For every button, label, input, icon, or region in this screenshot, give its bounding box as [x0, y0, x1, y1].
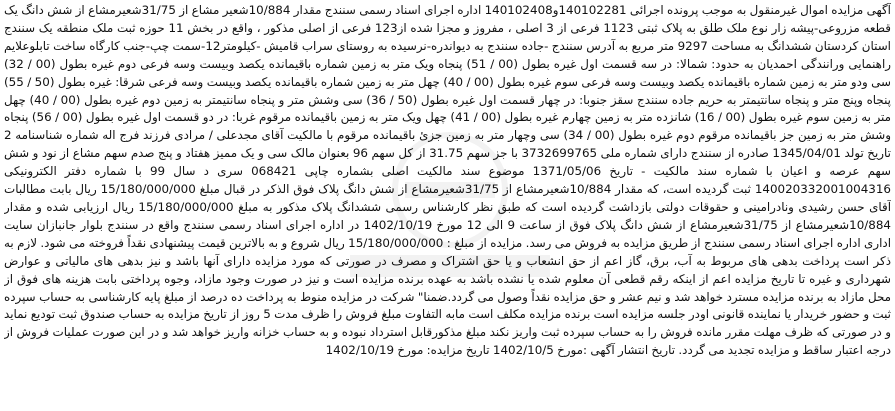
auction-notice-text: آگهی مزایده اموال غیرمنقول به موجب پرونده اجرائی 140102281و140102408 اداره اجرای اسناد رسمی سنندج مقدار 10/884شعیر مشاع از 31/75شعیرمشاع از شش دانگ یک قطعه مزروعی-پیشه زار نوع ملک طلق به پلاک ثبتی 1123 فرعی از 3 اصلی ، مفروز و مجزا شده از123 فرعی از اصلی مذکور ، واقع در بخش 11 حوزه ثبت ملک منطقه یک سنندج استان کردستان ششدانگ به مساحت 9297 متر مربع به آدرس سنندج -جاده سنندج به دیواندره-نرسیده به روستای سراب قامیش -کیلومتر12-سمت چپ-جنب کارگاه ساخت تابلوعلایم راهنمایی ورانندگی احمدیان به حدود: شمالا: در سه قسمت اول غیره بطول (00 / 51) پنجاه ویک متر به زمین شماره باقیمانده یکصد وبیست وسه فرعی دوم غیره بطول (00 / 32) سی ودو متر به زمین شماره باقیمانده یکصد وبیست وسه فرعی سوم غیره بطول (00 / 40) چهل متر به زمین شماره باقیمانده یکصد وبیست وسه فرعی شرقا: غیره بطول (50 / 55) پنجاه وپنج متر و پنجاه سانتیمتر به حریم جاده سنندج سقز جنوبا: در چهار قسمت اول غیره بطول (50 / 36) سی وشش متر و پنجاه سانتیمتر به زمین دوم غیره بطول (00 / 40) چهل متر به زمین سوم غیره بطول (00 / 16) شانزده متر به زمین چهارم غیره بطول (00 / 41) چهل ویک متر به زمین باقیمانده مرقوم غربا: در دو قسمت اول غیره بطول (00 / 56) پنجاه وشش متر به زمین جز باقیمانده مرقوم دوم غیره بطول (00 / 34) سی وچهار متر به زمین جزئ باقیمانده مرقوم با مالکیت آقای مجدعلی / مرادی فرزند فرج اله شماره شناسنامه 2 تاریخ تولد 1345/04/01 صادره از سنندج دارای شماره ملی 3732699765 با جز سهم 31.75 از کل سهم 96 بعنوان مالک سی و یک ممیز هفتاد و پنج صدم سهم مشاع از نود و شش سهم عرصه و اعیان با شماره سند مالکیت - تاریخ 1371/05/06 موضوع سند مالکیت اصلی بشماره چاپی 068421 سری د سال 99 با شماره دفتر الکترونیکی 140020332001004316 ثبت گردیده است، که مقدار 10/884شعیرمشاع از 31/75شعیرمشاع از شش دانگ پلاک فوق الذکر در قبال مبلغ 15/180/000/000 ریال بابت مطالبات آقای حسن رشیدی ونادرامینی و حقوقات دولتی بازداشت گردیده است که طبق نظر کارشناس رسمی ششدانگ پلاک مذکور به مبلغ 15/180/000/000 ریال ارزیابی شده و مقدار 10/884شعیرمشاع از 31/75شعیرمشاع از شش دانگ پلاک فوق از ساعت 9 الی 12 مورخ 1402/10/19 در اداره اجرای اسناد رسمی سنندج واقع در سنندج بلوار جانبازان سایت اداری اداره اجرای اسناد رسمی سنندج از طریق مزایده به فروش می رسد. مزایده از مبلغ : 15/180/000/000 ریال شروع و به بالاترین قیمت پیشنهادی نقداً فروخته می شود. لازم به ذکر است پرداخت بدهی های مربوط به آب، برق، گاز اعم از حق انشعاب و یا حق اشتراک و مصرف در صورتی که مورد مزایده دارای آنها باشد و نیز بدهی های مالیاتی و عوارض شهرداری و غیره تا تاریخ مزایده اعم از اینکه رقم قطعی آن معلوم شده یا نشده باشد به عهده برنده مزایده است و نیز در صورت وجود مازاد، وجوه پرداختی بابت هزینه های فوق از محل مازاد به برنده مزایده مسترد خواهد شد و نیم عشر و حق مزایده نقداً وصول می گردد.ضمنا" شرکت در مزایده منوط به پرداخت ده درصد از مبلغ پایه کارشناسی به حساب سپرده ثبت و حضور خریدار یا نماینده قانونی اودر جلسه مزایده است برنده مزایده مکلف است مابه التفاوت مبلغ فروش را ظرف مدت 5 روز از تاریخ مزایده به حساب صندوق ثبت تودیع نماید و در صورتی که ظرف مهلت مقرر مانده فروش را به حساب سپرده ثبت واریز نکند مبلغ مذکورقابل استرداد نبوده و به حساب خزانه واریز خواهد شد و در این صورت عملیات فروش از درجه اعتبار ساقط و مزایده تجدید می گردد. تاریخ انتشار آگهی :مورخ 1402/10/5 تاریخ مزایده: مورخ 1402/10/19 — [4, 3, 891, 358]
